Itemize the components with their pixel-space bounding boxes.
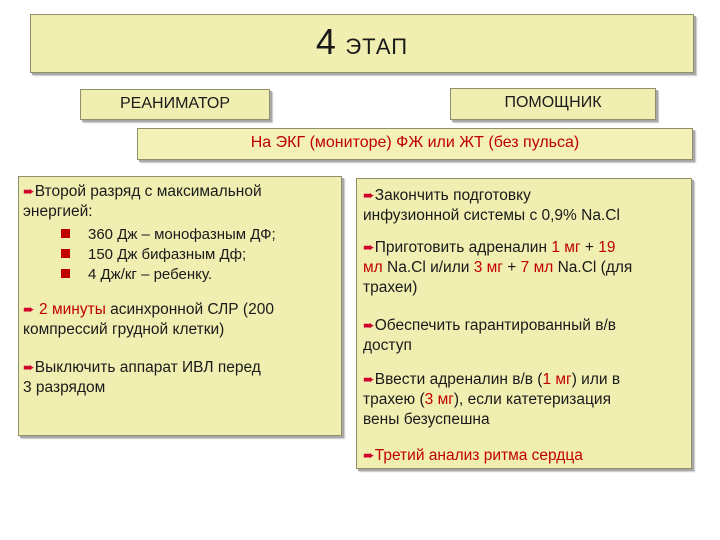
discharge-line2: энергией: [23,203,93,220]
ventilator-line1: Выключить аппарат ИВЛ перед [34,359,261,376]
assistant-header [450,88,656,120]
arrow-icon: ➨ [363,371,375,387]
adrenaline-prep-text: Приготовить адреналин [374,239,552,256]
ventilator-line2: 3 разрядом [23,379,106,396]
iv-access-line2: доступ [363,337,412,354]
adrenaline-prep-text2: Na.Cl и/или [382,259,474,276]
energy-item [61,265,212,285]
arrow-icon: ➨ [23,301,35,317]
inject-text2: ) или в [571,371,621,388]
cpr-line2: компрессий грудной клетки) [23,321,225,338]
ventilator-item [23,357,261,398]
energy-child: 4 Дж/кг – ребенку. [88,266,213,283]
discharge-line1: Второй разряд с максимальной [34,183,262,200]
iv-access-line1: Обеспечить гарантированный в/в [374,317,616,334]
assistant-panel [356,178,692,469]
stage-title-box [30,14,694,73]
energy-item [61,225,276,245]
energy-biphasic: 150 Дж бифазным Дф; [88,246,247,263]
inject-text: Ввести адреналин в/в ( [374,371,543,388]
plus-sign: + [502,259,521,276]
reanimator-header [80,89,270,120]
trachea-dose: 3 мг [424,391,454,408]
inject-text5: вены безуспешна [363,411,490,428]
reanimator-panel [18,176,342,436]
condition-box [137,128,693,160]
iv-dose: 1 мг [542,371,572,388]
arrow-icon: ➨ [23,359,35,375]
tracheal-dose: 3 мг [473,259,503,276]
square-bullet-icon [61,249,70,258]
cpr-item [23,299,274,340]
infusion-line1: Закончить подготовку [374,187,531,204]
adrenaline-prep-item [363,237,632,298]
condition-text: На ЭКГ (мониторе) ФЖ или ЖТ (без пульса) [250,134,580,151]
inject-text4: ), если катетеризация [453,391,611,408]
reanimator-label: РЕАНИМАТОР [120,95,230,112]
energy-item [61,245,246,265]
cpr-line1: асинхронной СЛР (200 [105,301,274,318]
square-bullet-icon [61,269,70,278]
discharge-item [23,181,262,222]
rhythm-analysis-item [363,445,583,466]
iv-access-item [363,315,616,356]
infusion-item [363,185,620,226]
adrenaline-inject-item [363,369,620,430]
saline-unit: мл [363,259,383,276]
square-bullet-icon [61,229,70,238]
infusion-line2: инфузионной системы с 0,9% Na.Cl [363,207,620,224]
stage-title [31,21,693,63]
tracheal-saline-volume: 7 мл [520,259,554,276]
arrow-icon: ➨ [363,447,375,463]
arrow-icon: ➨ [23,183,35,199]
arrow-icon: ➨ [363,187,375,203]
arrow-icon: ➨ [363,317,375,333]
plus-sign: + [580,239,599,256]
adrenaline-prep-text4: трахеи) [363,279,418,296]
adrenaline-prep-text3: Na.Cl (для [553,259,633,276]
stage-word: ЭТАП [345,34,409,59]
saline-volume: 19 [598,239,616,256]
adrenaline-dose: 1 мг [551,239,581,256]
cpr-duration: 2 минуты [34,301,106,318]
stage-number: 4 [315,21,336,62]
assistant-label: ПОМОЩНИК [504,94,602,111]
inject-text3: трахею ( [363,391,425,408]
rhythm-analysis-text: Третий анализ ритма сердца [374,447,583,464]
energy-monophasic: 360 Дж – монофазным ДФ; [88,226,276,243]
arrow-icon: ➨ [363,239,375,255]
